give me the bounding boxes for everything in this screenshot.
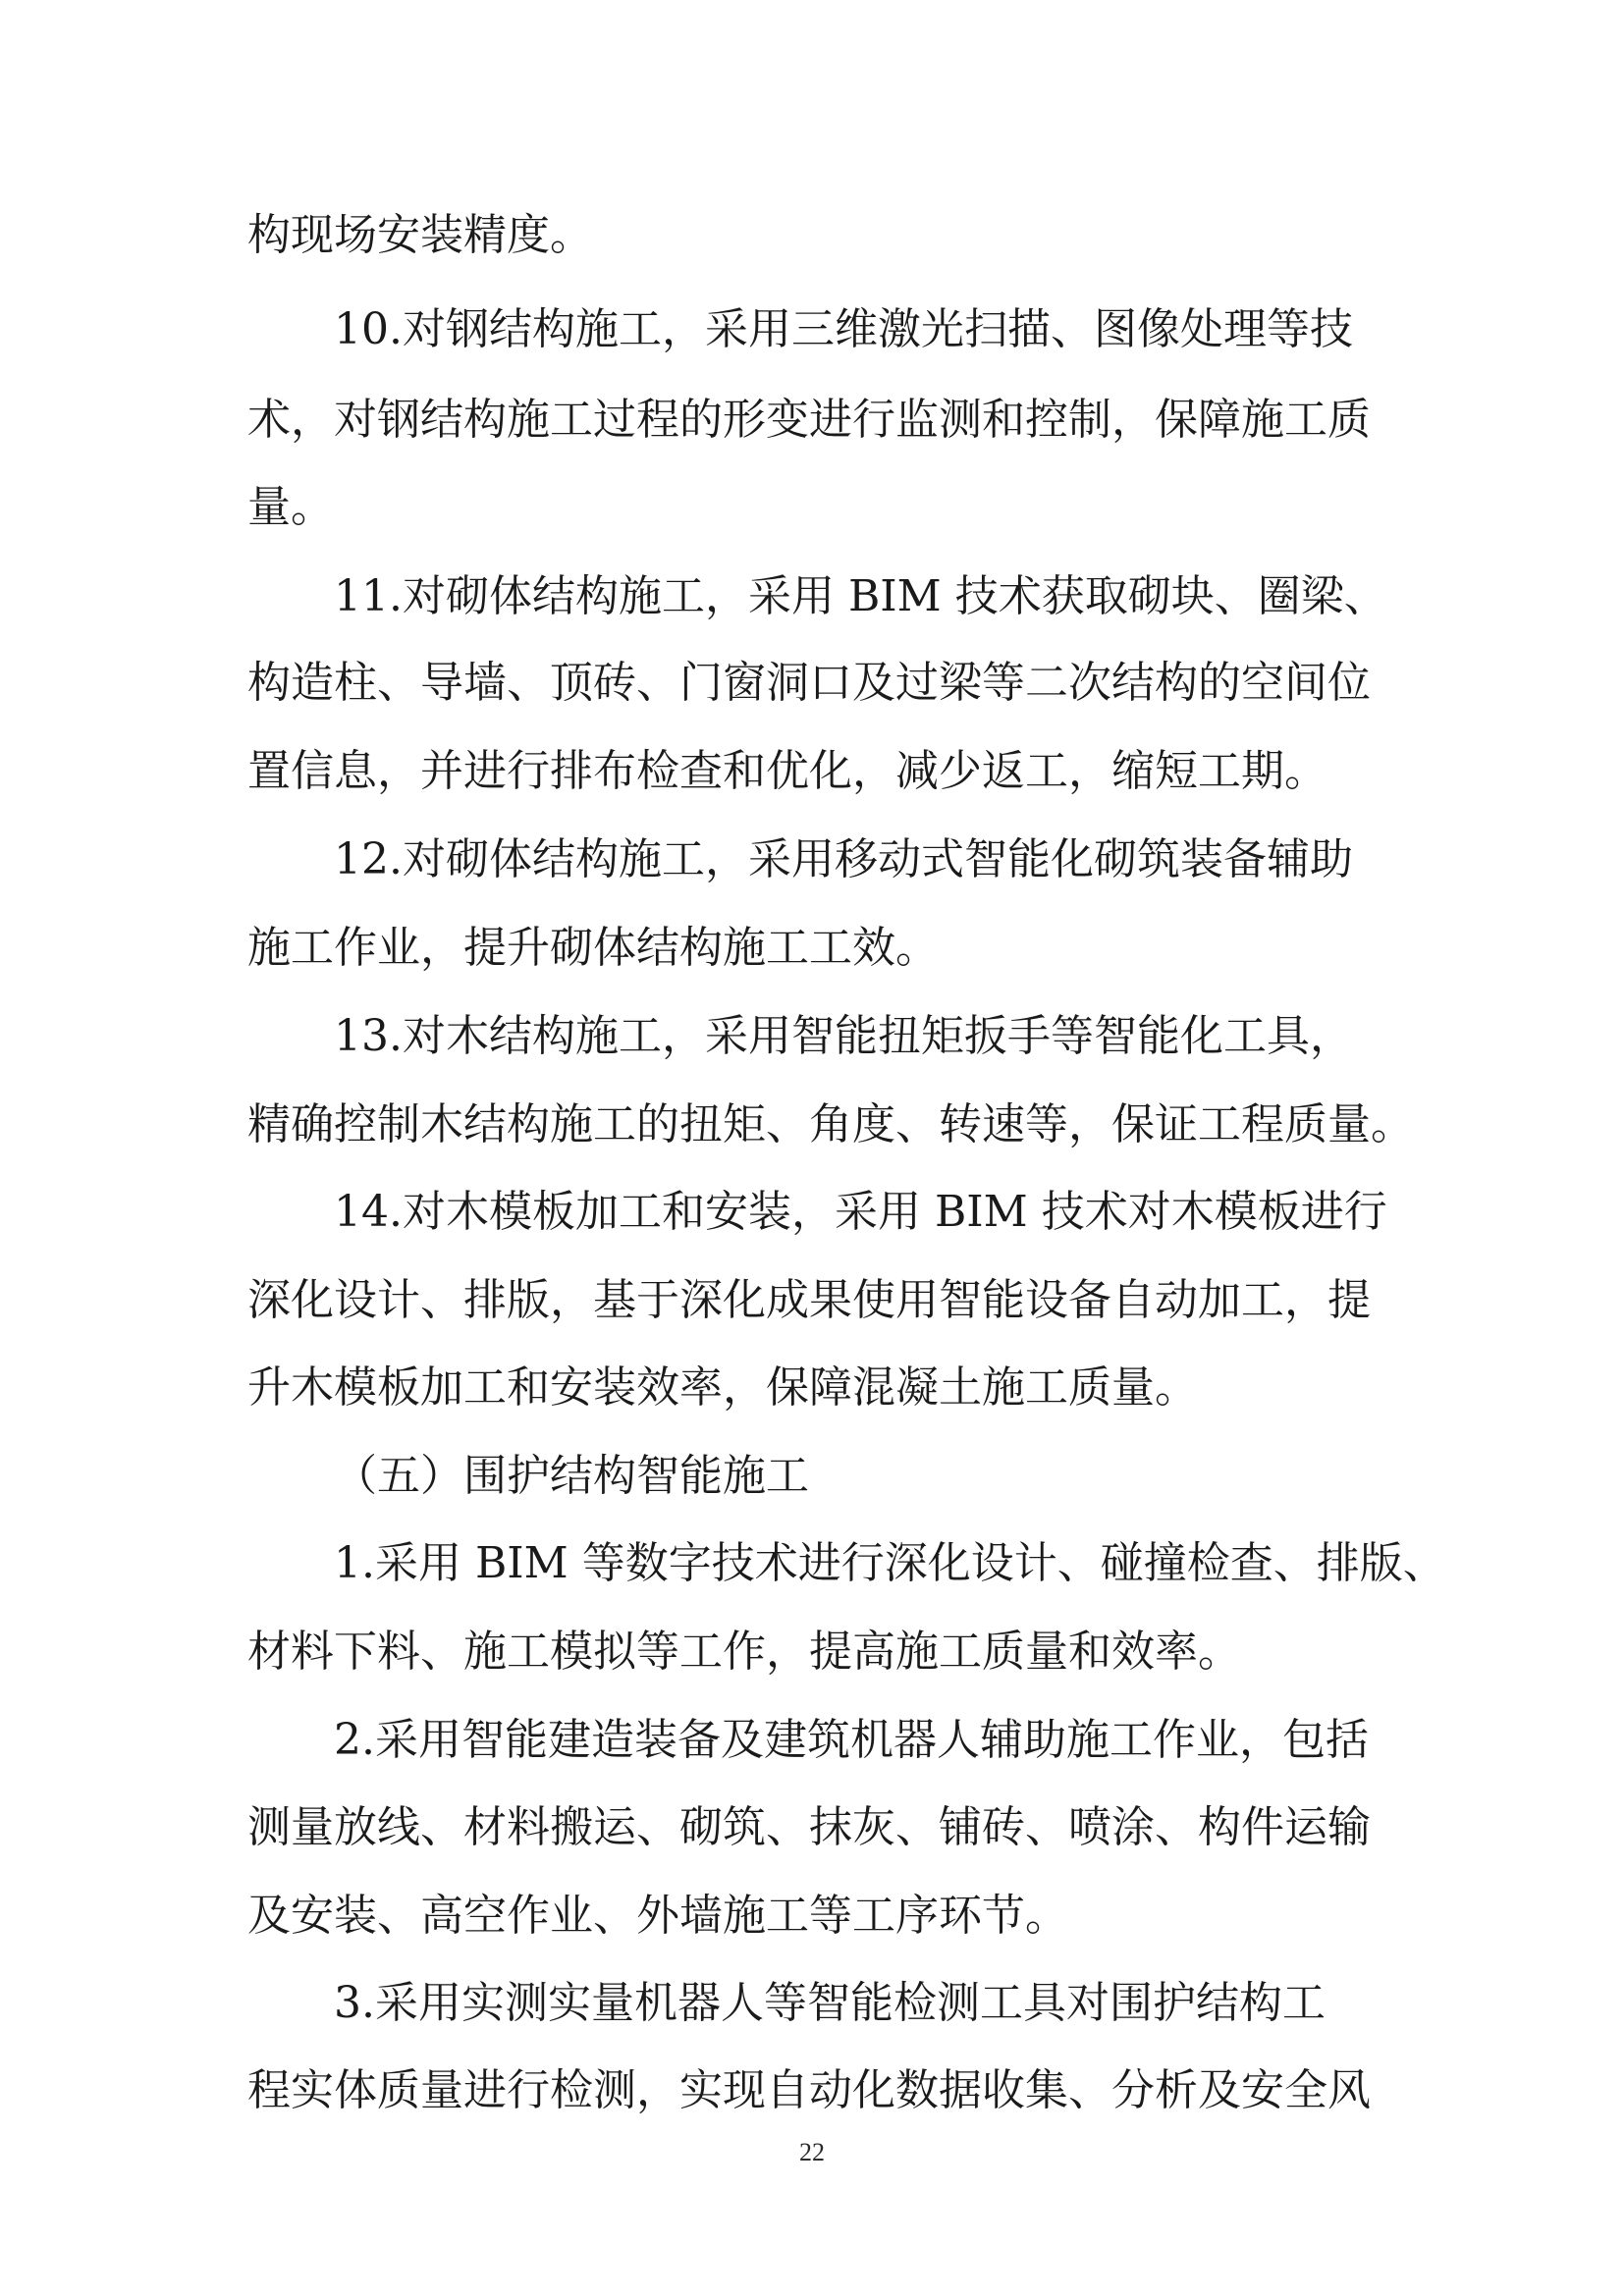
text-line: 1.采用 BIM 等数字技术进行深化设计、碰撞检查、排版、 — [334, 1538, 1446, 1588]
text-line: 升木模板加工和安装效率，保障混凝土施工质量。 — [247, 1362, 1198, 1413]
section-heading: （五）围护结构智能施工 — [334, 1451, 809, 1501]
text-line: 术，对钢结构施工过程的形变进行监测和控制，保障施工质 — [247, 395, 1371, 445]
text-line: 精确控制木结构施工的扭矩、角度、转速等，保证工程质量。 — [247, 1099, 1414, 1149]
text-line: 测量放线、材料搬运、砌筑、抹灰、铺砖、喷涂、构件运输 — [247, 1802, 1371, 1852]
text-line: 及安装、高空作业、外墙施工等工序环节。 — [247, 1891, 1068, 1941]
text-line: 深化设计、排版，基于深化成果使用智能设备自动加工，提 — [247, 1275, 1371, 1325]
text-line: 置信息，并进行排布检查和优化，减少返工，缩短工期。 — [247, 746, 1327, 796]
text-line: 13.对木结构施工，采用智能扭矩扳手等智能化工具， — [334, 1011, 1353, 1061]
text-line: 构现场安装精度。 — [247, 210, 593, 260]
text-line: 量。 — [247, 482, 334, 532]
page-number: 22 — [799, 2138, 825, 2166]
text-line: 程实体质量进行检测，实现自动化数据收集、分析及安全风 — [247, 2065, 1371, 2115]
text-line: 12.对砌体结构施工，采用移动式智能化砌筑装备辅助 — [334, 834, 1353, 884]
text-line: 14.对木模板加工和安装，采用 BIM 技术对木模板进行 — [334, 1187, 1387, 1237]
text-line: 11.对砌体结构施工，采用 BIM 技术获取砌块、圈梁、 — [334, 571, 1387, 621]
text-line: 材料下料、施工模拟等工作，提高施工质量和效率。 — [247, 1627, 1241, 1677]
text-line: 10.对钢结构施工，采用三维激光扫描、图像处理等技 — [334, 304, 1353, 354]
text-line: 构造柱、导墙、顶砖、门窗洞口及过梁等二次结构的空间位 — [247, 658, 1371, 708]
text-line: 2.采用智能建造装备及建筑机器人辅助施工作业，包括 — [334, 1715, 1369, 1765]
text-line: 施工作业，提升砌体结构施工工效。 — [247, 923, 939, 973]
text-line: 3.采用实测实量机器人等智能检测工具对围护结构工 — [334, 1978, 1326, 2028]
